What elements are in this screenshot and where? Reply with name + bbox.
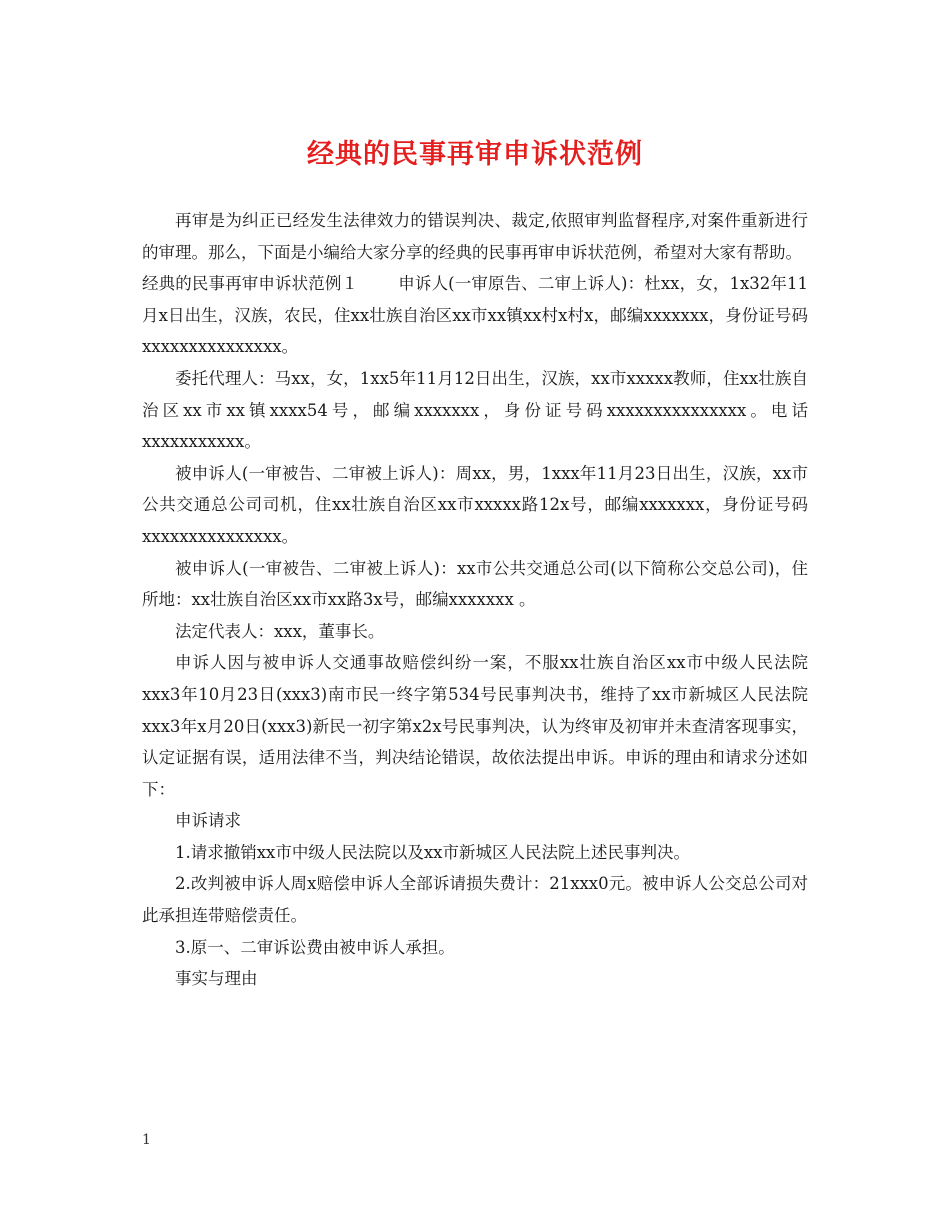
example-first-paragraph bbox=[142, 268, 808, 363]
section-heading-facts: 事实与理由 bbox=[175, 969, 258, 989]
request-item-3: 3.原一、二审诉讼费由被申诉人承担。 bbox=[175, 937, 455, 957]
document-body bbox=[142, 205, 808, 995]
respondent-1-paragraph: 被申诉人(一审被告、二审被上诉人)：周xx，男，1xxx年11月23日出生，汉族，xx市公共交通总公司司机，住xx壮族自治区xx市xxxxx路12x号，邮编xxxxxxx，身份证号码 xxxxxxxxxxxxxxx。 bbox=[142, 463, 808, 546]
request-item-1: 1.请求撤销xx市中级人民法院以及xx市新城区人民法院上述民事判决。 bbox=[175, 842, 690, 862]
intro-paragraph: 再审是为纠正已经发生法律效力的错误判决、裁定,依照审判监督程序,对案件重新进行的审理。那么，下面是小编给大家分享的经典的民事再审申诉状范例，希望对大家有帮助。 bbox=[142, 211, 808, 262]
page-number: 1 bbox=[142, 1132, 151, 1148]
respondent-2-paragraph: 被申诉人(一审被告、二审被上诉人)：xx市公共交通总公司(以下简称公交总公司)，住所地：xx壮族自治区xx市xx路3x号，邮编xxxxxxx 。 bbox=[142, 558, 808, 610]
appellant-info: 申诉人(一审原告、二审上诉人)：杜xx，女，1x32年11月x日出生，汉族，农民，住xx壮族自治区xx市xx镇xx村x村x，邮编xxxxxxx，身份证号码 xxxxxxxxxxxxxxx。 bbox=[142, 274, 809, 357]
legal-representative-paragraph: 法定代表人：xxx，董事长。 bbox=[175, 621, 385, 641]
agent-paragraph: 委托代理人：马xx，女，1xx5年11月12日出生，汉族，xx市xxxxx教师，住xx壮族自治区xx市xx镇xxxx54号，邮编xxxxxxx，身份证号码xxxxxxxxxxxxxxx。电话 xxxxxxxxxxx。 bbox=[142, 368, 808, 452]
case-background-paragraph: 申诉人因与被申诉人交通事故赔偿纠纷一案，不服xx壮族自治区xx市中级人民法院xxx3年10月23日(xxx3)南市民一终字第534号民事判决书，维持了xx市新城区人民法院xxx3年x月20日(xxx3)新民一初字第x2x号民事判决，认为终审及初审并未查清客现事实，认定证据有误，适用法律不当，判决结论错误，故依法提出申诉。申诉的理由和请求分述如下： bbox=[142, 653, 808, 799]
request-item-2: 2.改判被申诉人周x赔偿申诉人全部诉请损失费计：21xxx0元。被申诉人公交总公司对此承担连带赔偿责任。 bbox=[142, 874, 808, 926]
document-title: 经典的民事再审申诉状范例 bbox=[307, 139, 643, 170]
section-heading-requests: 申诉请求 bbox=[175, 811, 241, 831]
example-heading: 经典的民事再审申诉状范例１ bbox=[142, 274, 359, 294]
